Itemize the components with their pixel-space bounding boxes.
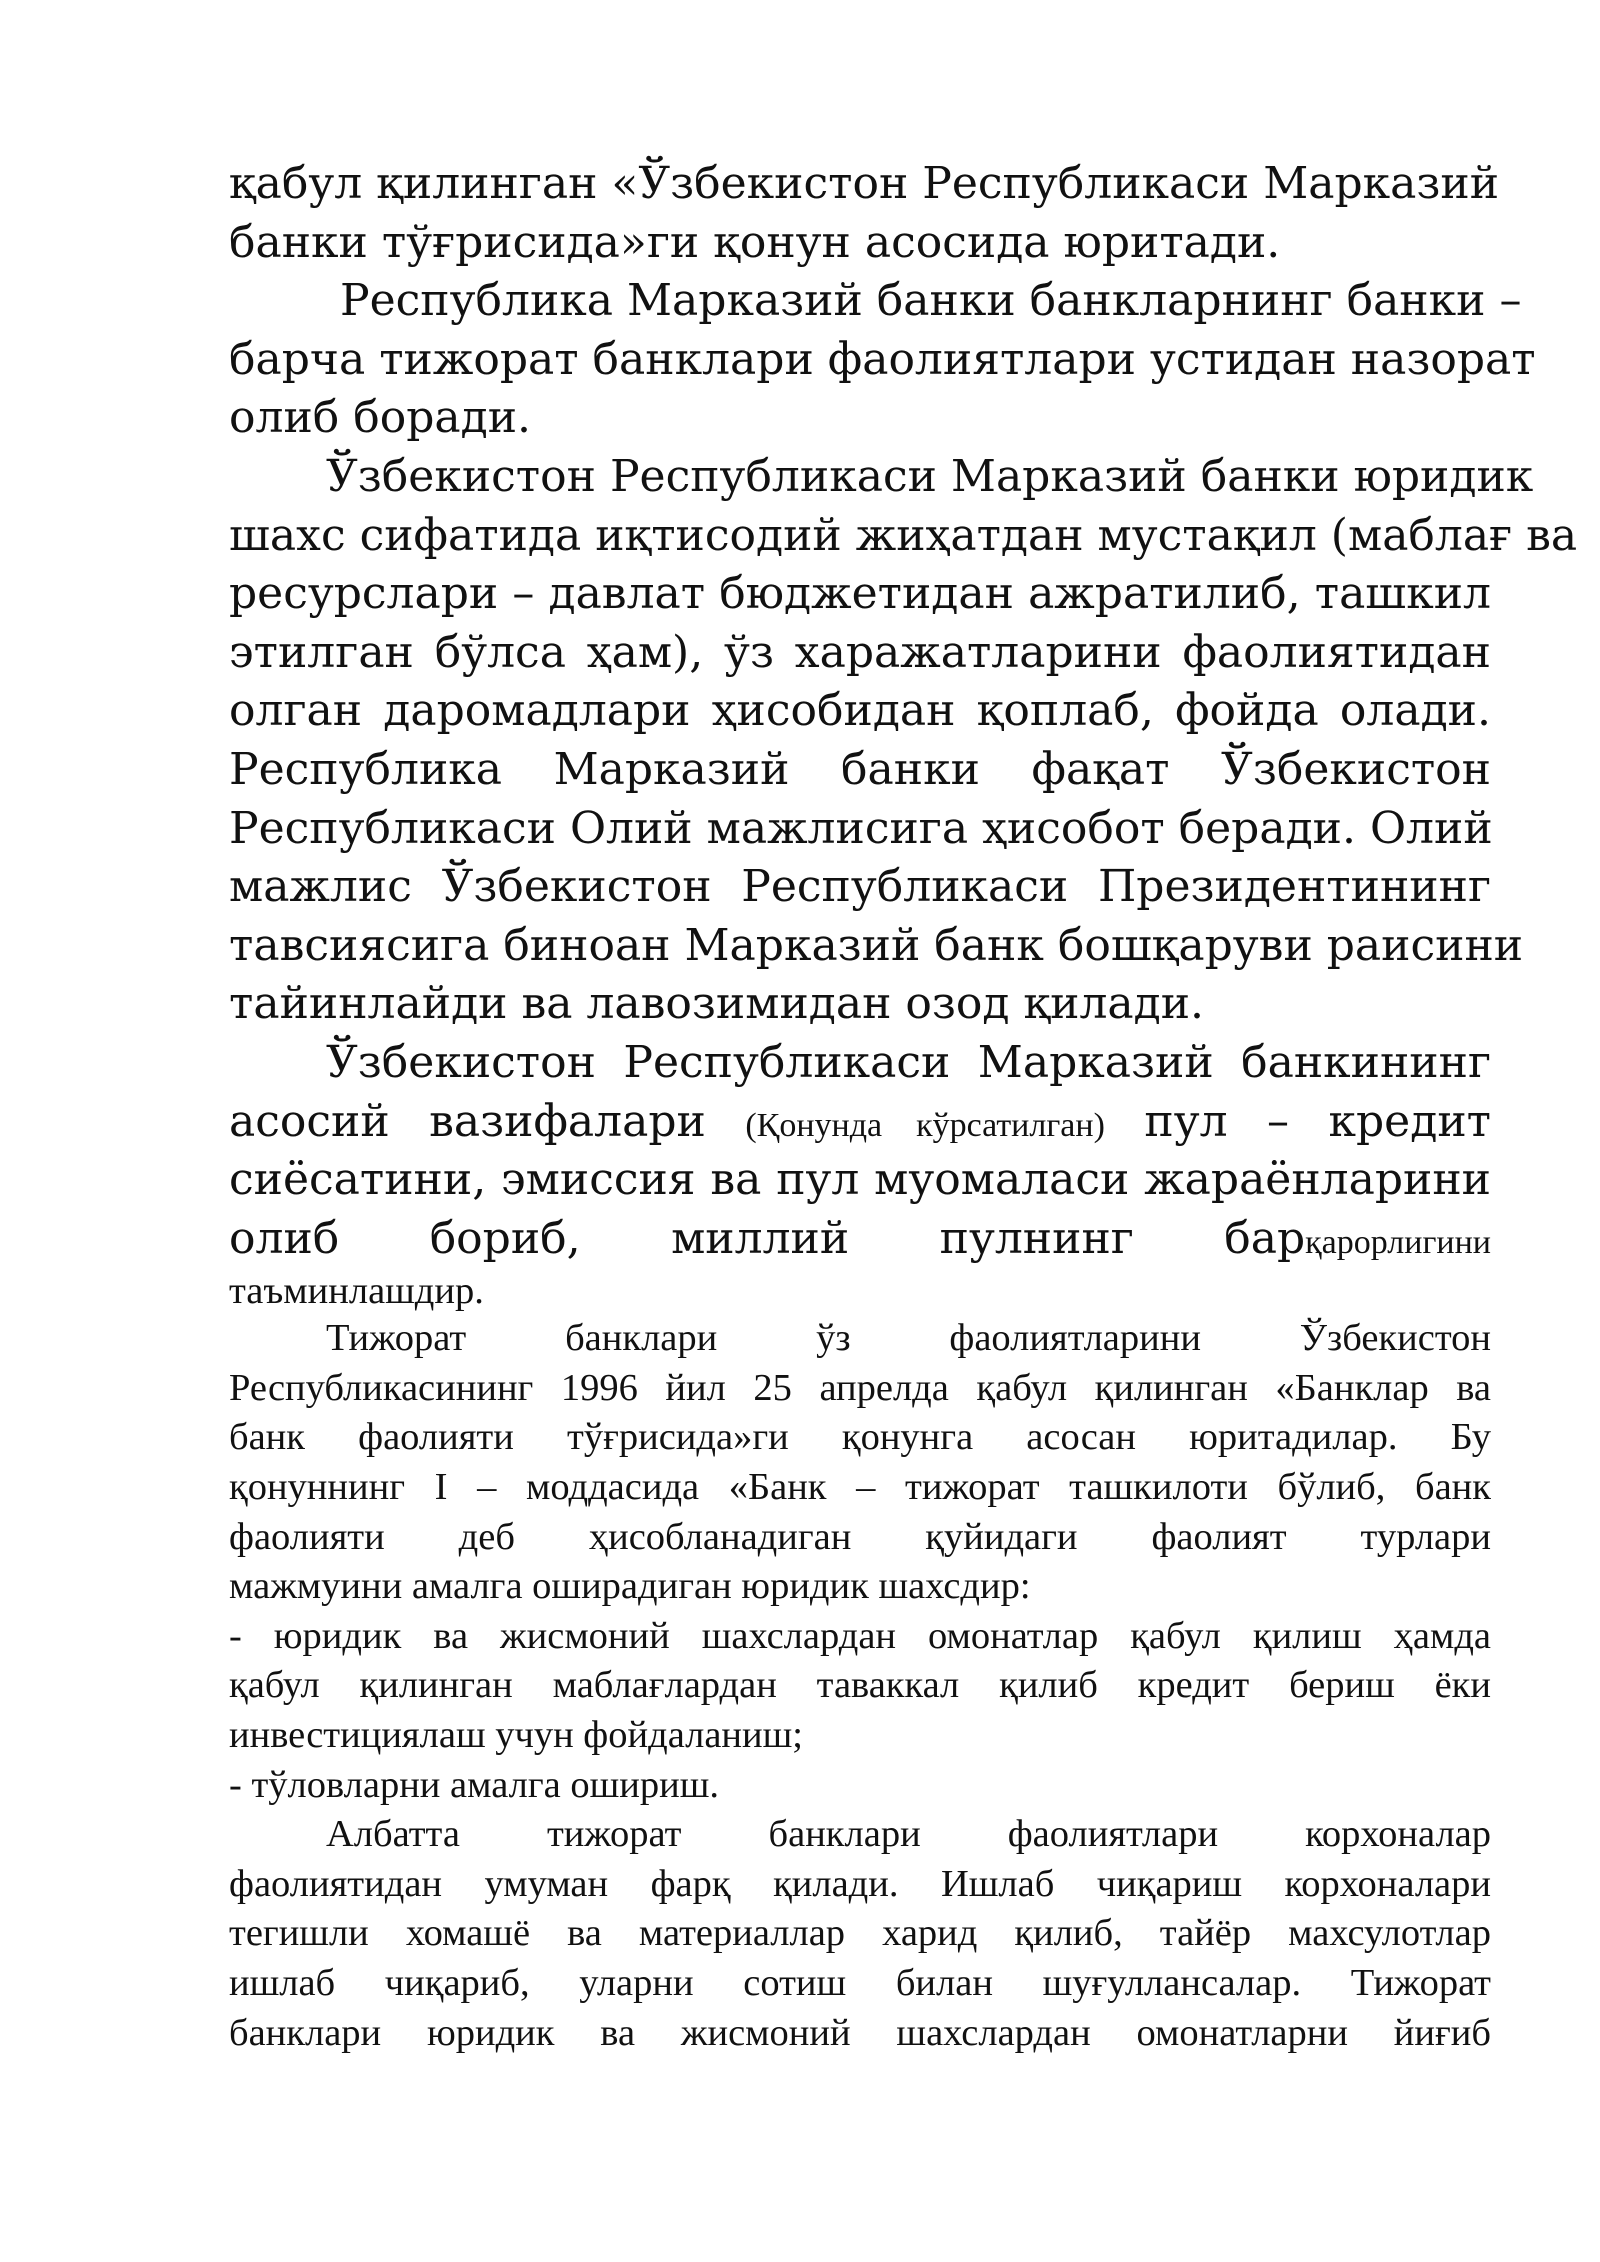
text-line: сиёсатини, эмиссия ва пул муомаласи жараёнларини	[229, 1154, 1491, 1206]
text-line: тегишли хомашё ва материаллар харид қилиб, тайёр махсулотлар	[229, 1912, 1491, 1955]
text-line: олган даромадлари ҳисобидан қоплаб, фойда олади.	[229, 685, 1491, 737]
text-line: фаолияти деб ҳисобланадиган қуйидаги фаолият турлари	[229, 1515, 1491, 1558]
text-line: Республикасининг 1996 йил 25 апрелда қабул қилинган «Банклар ва	[229, 1366, 1491, 1409]
text-line: Ўзбекистон Республикаси Марказий банкининг	[326, 1036, 1491, 1088]
text-line: барча тижорат банклари фаолиятлари устидан назорат	[229, 333, 1536, 385]
text-line: ресурслари – давлат бюджетидан ажратилиб, ташкил	[229, 568, 1491, 620]
text-line	[229, 1210, 1491, 1269]
text-line: Республика Марказий банки банкларнинг банки –	[340, 275, 1522, 327]
text-line: мажлис Ўзбекистон Республикаси Президентининг	[229, 861, 1491, 913]
text-line: Тижорат банклари ўз фаолиятларини Ўзбекистон	[326, 1317, 1491, 1360]
list-item-1	[229, 1612, 1491, 1761]
text-line: қабул қилинган маблағлардан таваккал қилиб кредит бериш ёки	[229, 1664, 1491, 1707]
paragraph-1	[229, 155, 1500, 272]
text-line: - тўловларни амалга ошириш.	[229, 1763, 719, 1806]
text-line: Республикаси Олий мажлисига ҳисобот беради. Олий	[229, 802, 1493, 854]
paragraph-8	[229, 1810, 1491, 2058]
text-line: фаолиятидан умуман фарқ қилади. Ишлаб чиқариш корхоналари	[229, 1862, 1491, 1905]
paragraph-2	[229, 272, 1536, 448]
paragraph-5	[229, 1314, 1491, 1612]
text-fragment: пул – кредит	[1144, 1095, 1491, 1147]
text-fragment: олиб бориб, миллий пулнинг бар	[229, 1212, 1306, 1264]
text-line: таъминлашдир.	[229, 1270, 484, 1313]
text-line: тавсиясига биноан Марказий банк бошқаруви раисини	[229, 919, 1524, 971]
text-line: шахс сифатида иқтисодий жиҳатдан мустақил (маблағ ва	[229, 509, 1578, 561]
text-line: қабул қилинган «Ўзбекистон Республикаси Марказий	[229, 158, 1500, 209]
text-line: қонуннинг I – моддасида «Банк – тижорат ташкилоти бўлиб, банк	[229, 1466, 1491, 1509]
text-line: банк фаолияти тўғрисида»ги қонунга асосан юритадилар. Бу	[229, 1416, 1491, 1459]
text-line: Ўзбекистон Республикаси Марказий банки юридик	[326, 450, 1534, 502]
text-fragment-small: қарорлигини	[1305, 1223, 1491, 1261]
text-fragment: асосий вазифалари	[229, 1095, 706, 1147]
text-line: Республика Марказий банки фақат Ўзбекистон	[229, 743, 1491, 795]
text-line: - юридик ва жисмоний шахслардан омонатлар қабул қилиш ҳамда	[229, 1614, 1491, 1657]
text-line: Албатта тижорат банклари фаолиятлари корхоналар	[326, 1813, 1491, 1856]
text-fragment-small: (Қонунда кўрсатилган)	[745, 1106, 1105, 1144]
text-line: инвестициялаш учун фойдаланиш;	[229, 1714, 803, 1757]
text-line: олиб боради.	[229, 392, 532, 444]
text-line: банклари юридик ва жисмоний шахслардан омонатларни йиғиб	[229, 2011, 1491, 2054]
paragraph-4	[229, 1034, 1491, 1268]
paragraph-4-end	[229, 1268, 1491, 1314]
paragraph-3	[229, 448, 1578, 1034]
text-column	[229, 155, 1578, 2058]
list-item-2	[229, 1761, 1491, 1811]
text-line: ишлаб чиқариб, уларни сотиш билан шуғуллансалар. Тижорат	[229, 1962, 1491, 2004]
text-line: мажмуини амалга оширадиган юридик шахсдир:	[229, 1565, 1031, 1608]
text-line: банки тўғрисида»ги қонун асосида юритади.	[229, 216, 1281, 268]
text-line: этилган бўлса ҳам), ўз харажатларини фаолиятидан	[229, 626, 1491, 678]
text-line: тайинлайди ва лавозимидан озод қилади.	[229, 978, 1205, 1030]
text-line	[229, 1093, 1491, 1152]
